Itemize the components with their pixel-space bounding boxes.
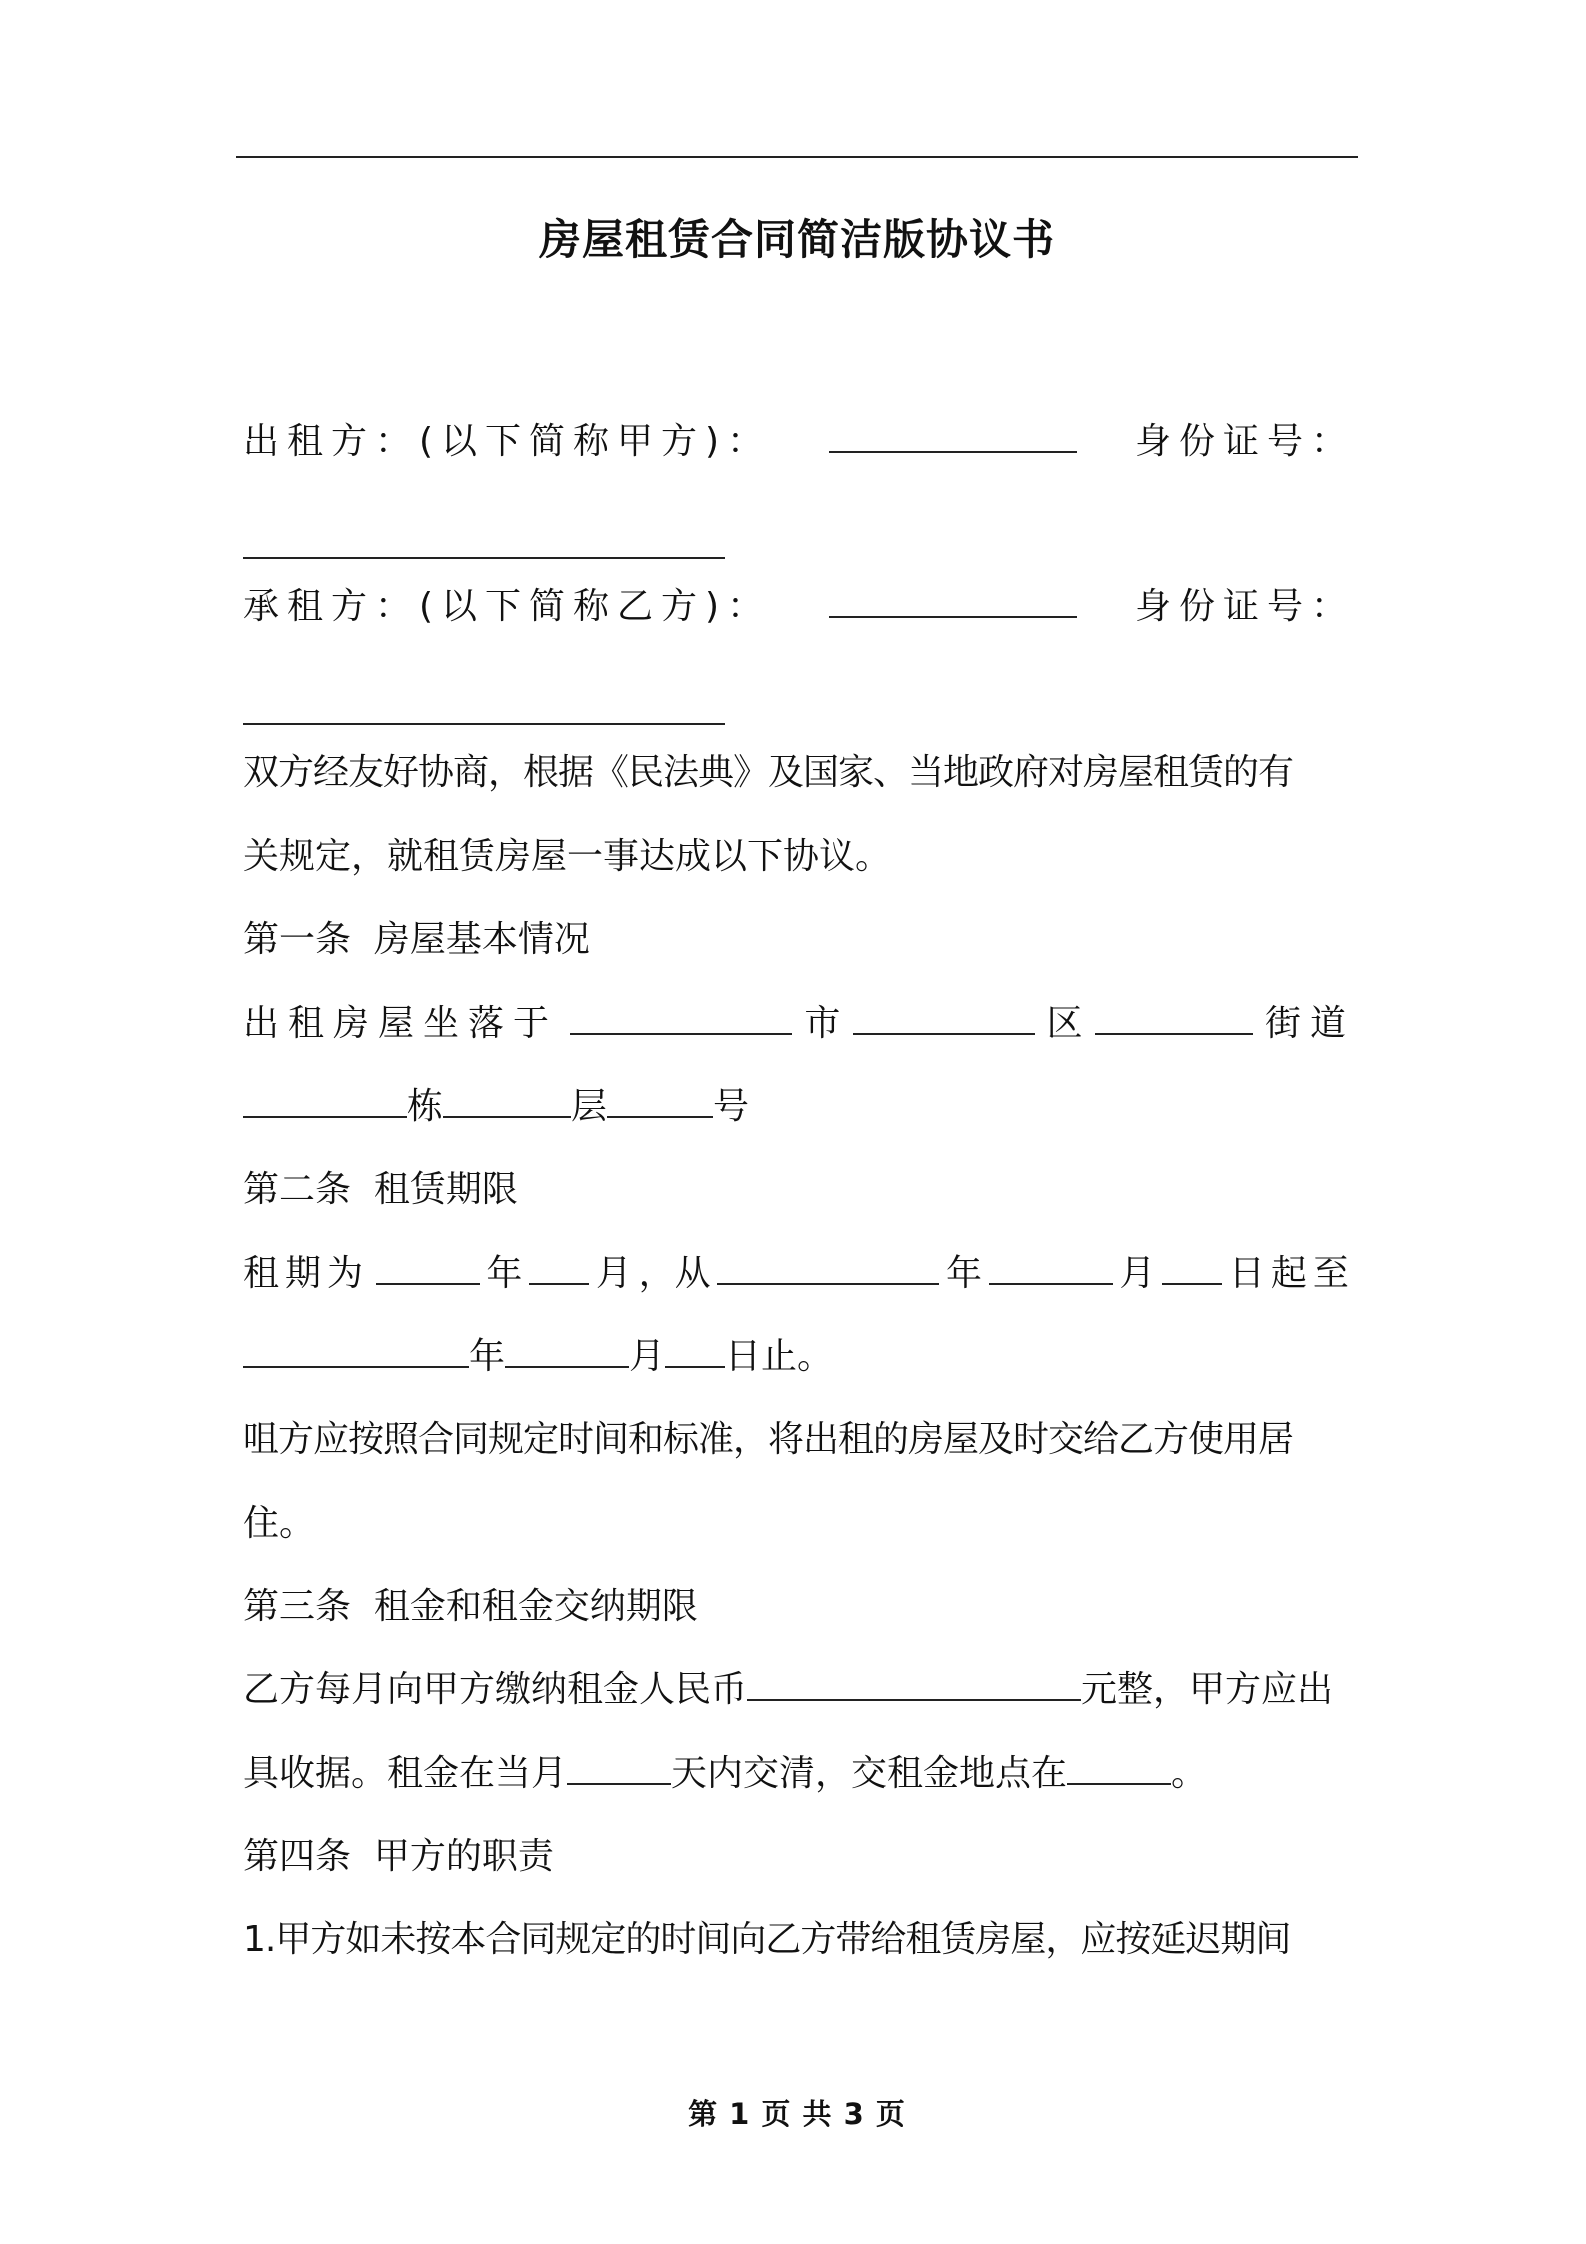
receipt-line [243,1750,1355,1798]
term-months-blank[interactable] [529,1253,589,1285]
number-blank[interactable] [607,1086,713,1118]
street-label: 街道 [1264,1003,1355,1044]
start-day-blank[interactable] [1162,1253,1222,1285]
article4-item-1: 1.甲方如未按本合同规定的时间向乙方带给租赁房屋，应按延迟期间 [243,1919,1291,1960]
lessee-id-label: 身份证号： [1134,586,1355,627]
pay-days-blank[interactable] [567,1753,671,1785]
term-from-label: ，从 [638,1253,711,1294]
end-month-blank[interactable] [505,1336,629,1368]
floor-blank[interactable] [443,1086,571,1118]
city-blank[interactable] [570,1003,792,1035]
term-years-blank[interactable] [376,1253,480,1285]
intro-line-1: 双方经友好协商，根据《民法典》及国家、当地政府对房屋租赁的有 [243,752,1294,793]
lessee-line [243,583,1355,631]
address-prefix: 出租房屋坐落于 [243,1003,559,1044]
lessee-id-line [243,690,1355,738]
delivery-line-2: 住。 [243,1503,316,1544]
floor-label: 层 [571,1086,608,1127]
lessor-line [243,418,1355,466]
lessor-id-line [243,524,1355,572]
rent-line [243,1666,1355,1714]
article2-heading: 第二条 租赁期限 [243,1169,518,1210]
term-month-label: 月 [595,1253,632,1294]
document-title: 房屋租赁合同简洁版协议书 [538,215,1055,264]
page-footer: 第 1 页 共 3 页 [688,2097,906,2131]
street-blank[interactable] [1095,1003,1253,1035]
rent-amount-blank[interactable] [747,1669,1081,1701]
address-line [243,1000,1355,1048]
lessor-label: 出租方：(以下简称甲方)： [243,421,772,462]
lessee-label: 承租方：(以下简称乙方)： [243,586,772,627]
lessee-id-blank[interactable] [243,693,725,725]
rent-prefix: 乙方每月向甲方缴纳租金人民币 [243,1669,748,1710]
receipt-prefix: 具收据。租金在当月 [243,1753,568,1794]
end-day-label: 日止。 [725,1336,834,1377]
end-year-label: 年 [469,1336,506,1377]
district-label: 区 [1046,1003,1083,1044]
city-label: 市 [804,1003,841,1044]
district-blank[interactable] [853,1003,1035,1035]
intro-line-2: 关规定，就租赁房屋一事达成以下协议。 [243,836,892,877]
term-year-label: 年 [486,1253,523,1294]
lessor-name-blank[interactable] [829,421,1077,453]
building-label: 栋 [407,1086,444,1127]
building-line [243,1083,1355,1131]
delivery-line-1: 咀方应按照合同规定时间和标准，将出租的房屋及时交给乙方使用居 [243,1419,1294,1460]
start-day-label: 日起至 [1228,1253,1355,1294]
rent-suffix: 元整，甲方应出 [1081,1669,1334,1710]
header-rule [236,156,1358,158]
start-year-blank[interactable] [717,1253,939,1285]
lessee-name-blank[interactable] [829,586,1077,618]
article3-heading: 第三条 租金和租金交纳期限 [243,1586,698,1627]
receipt-mid: 天内交清，交租金地点在 [671,1753,1068,1794]
end-month-label: 月 [629,1336,666,1377]
receipt-end: 。 [1171,1753,1208,1794]
start-month-blank[interactable] [989,1253,1113,1285]
term-line [243,1250,1355,1298]
lessor-id-label: 身份证号： [1134,421,1355,462]
lessor-id-blank[interactable] [243,527,725,559]
term-prefix: 租期为 [243,1253,370,1294]
end-day-blank[interactable] [665,1336,725,1368]
term-end-line [243,1333,1355,1381]
start-month-label: 月 [1119,1253,1156,1294]
building-blank[interactable] [243,1086,407,1118]
end-year-blank[interactable] [243,1336,469,1368]
article4-heading: 第四条 甲方的职责 [243,1836,554,1877]
article1-heading: 第一条 房屋基本情况 [243,919,590,960]
pay-place-blank[interactable] [1067,1753,1171,1785]
number-label: 号 [713,1086,750,1127]
start-year-label: 年 [945,1253,982,1294]
